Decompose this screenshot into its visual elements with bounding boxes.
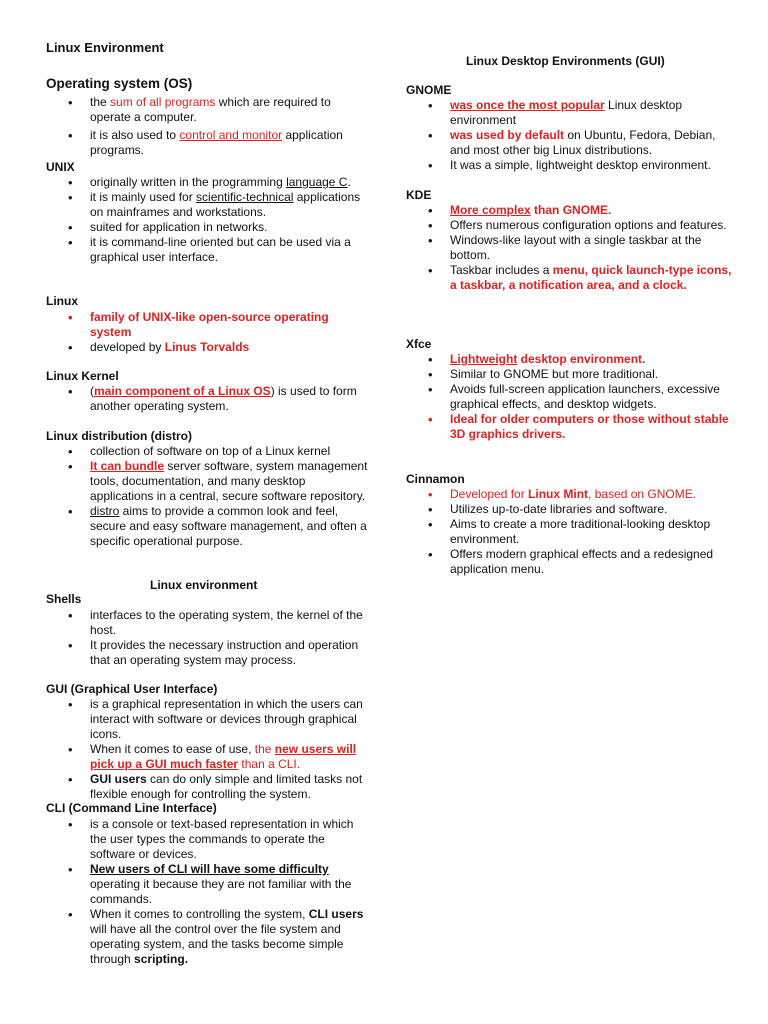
list-item: • collection of software on top of a Linux kernel (46, 444, 368, 459)
cli-list (46, 817, 368, 967)
list-item: • interfaces to the operating system, the kernel of the host. (46, 608, 368, 638)
distro-list (46, 444, 368, 549)
list-item: • suited for application in networks. (46, 220, 368, 235)
list-item: • It provides the necessary instruction and operation that an operating system may process. (46, 638, 368, 668)
list-item: • New users of CLI will have some difficulty operating it because they are not familiar with the commands. (46, 862, 368, 907)
list-item: • When it comes to ease of use, the new users will pick up a GUI much faster than a CLI. (46, 742, 368, 772)
right-column-title: Linux Desktop Environments (GUI) (466, 54, 665, 68)
document-title: Linux Environment (46, 40, 164, 55)
kernel-heading: Linux Kernel (46, 369, 119, 383)
distro-heading: Linux distribution (distro) (46, 429, 192, 443)
cinnamon-heading: Cinnamon (406, 472, 465, 486)
list-item: • it is command-line oriented but can be used via a graphical user interface. (46, 235, 368, 265)
list-item: • Developed for Linux Mint, based on GNOME. (406, 487, 736, 502)
kde-list (406, 203, 736, 293)
list-item: • Avoids full-screen application launchers, excessive graphical effects, and desktop widgets. (406, 382, 736, 412)
list-item: • was used by default on Ubuntu, Fedora, Debian, and most other big Linux distributions. (406, 128, 736, 158)
unix-heading: UNIX (46, 160, 75, 174)
list-item: • Similar to GNOME but more traditional. (406, 367, 736, 382)
unix-list (46, 175, 368, 265)
list-item: • More complex than GNOME. (406, 203, 736, 218)
gui-list (46, 697, 368, 802)
list-item: • Taskbar includes a menu, quick launch-type icons, a taskbar, a notification area, and a clock. (406, 263, 736, 293)
list-item: • GUI users can do only simple and limited tasks not flexible enough for controlling the system. (46, 772, 368, 802)
gui-heading: GUI (Graphical User Interface) (46, 682, 218, 696)
shells-heading: Shells (46, 592, 82, 606)
linux-heading: Linux (46, 294, 78, 308)
gnome-heading: GNOME (406, 83, 452, 97)
shells-list (46, 608, 368, 668)
list-item: • Utilizes up-to-date libraries and software. (406, 502, 736, 517)
xfce-heading: Xfce (406, 337, 432, 351)
list-item: • It can bundle server software, system management tools, documentation, and many desktop applications in a central, secure software repository. (46, 459, 368, 504)
os-list (46, 95, 368, 158)
list-item: • originally written in the programming language C. (46, 175, 368, 190)
list-item: • Lightweight desktop environment. (406, 352, 736, 367)
list-item: • was once the most popular Linux desktop environment (406, 98, 736, 128)
gnome-list (406, 98, 736, 173)
list-item: • is a graphical representation in which the users can interact with software or devices through graphical icons. (46, 697, 368, 742)
list-item: • Offers modern graphical effects and a redesigned application menu. (406, 547, 736, 577)
list-item: • Offers numerous configuration options and features. (406, 218, 736, 233)
list-item: • (main component of a Linux OS) is used to form another operating system. (46, 384, 368, 414)
xfce-list (406, 352, 736, 442)
list-item: • It was a simple, lightweight desktop environment. (406, 158, 736, 173)
kernel-list (46, 384, 368, 414)
kde-heading: KDE (406, 188, 432, 202)
cli-heading: CLI (Command Line Interface) (46, 801, 217, 815)
list-item: • When it comes to controlling the system, CLI users will have all the control over the file system and operating system, and the tasks become simple through scripting. (46, 907, 368, 967)
cinnamon-list (406, 487, 736, 577)
list-item: • developed by Linus Torvalds (46, 340, 368, 355)
list-item: • Ideal for older computers or those without stable 3D graphics drivers. (406, 412, 736, 442)
linux-environment-heading: Linux environment (150, 578, 258, 592)
list-item: • family of UNIX-like open-source operating system (46, 310, 368, 340)
list-item: • it is mainly used for scientific-technical applications on mainframes and workstations. (46, 190, 368, 220)
os-heading: Operating system (OS) (46, 76, 193, 91)
list-item: • it is also used to control and monitor application programs. (46, 128, 368, 158)
list-item: • distro aims to provide a common look and feel, secure and easy software management, and often a specific operational purpose. (46, 504, 368, 549)
list-item: • Windows-like layout with a single taskbar at the bottom. (406, 233, 736, 263)
list-item: • is a console or text-based representation in which the user types the commands to operate the software or devices. (46, 817, 368, 862)
linux-list (46, 310, 368, 355)
list-item: • the sum of all programs which are required to operate a computer. (46, 95, 368, 125)
list-item: • Aims to create a more traditional-looking desktop environment. (406, 517, 736, 547)
